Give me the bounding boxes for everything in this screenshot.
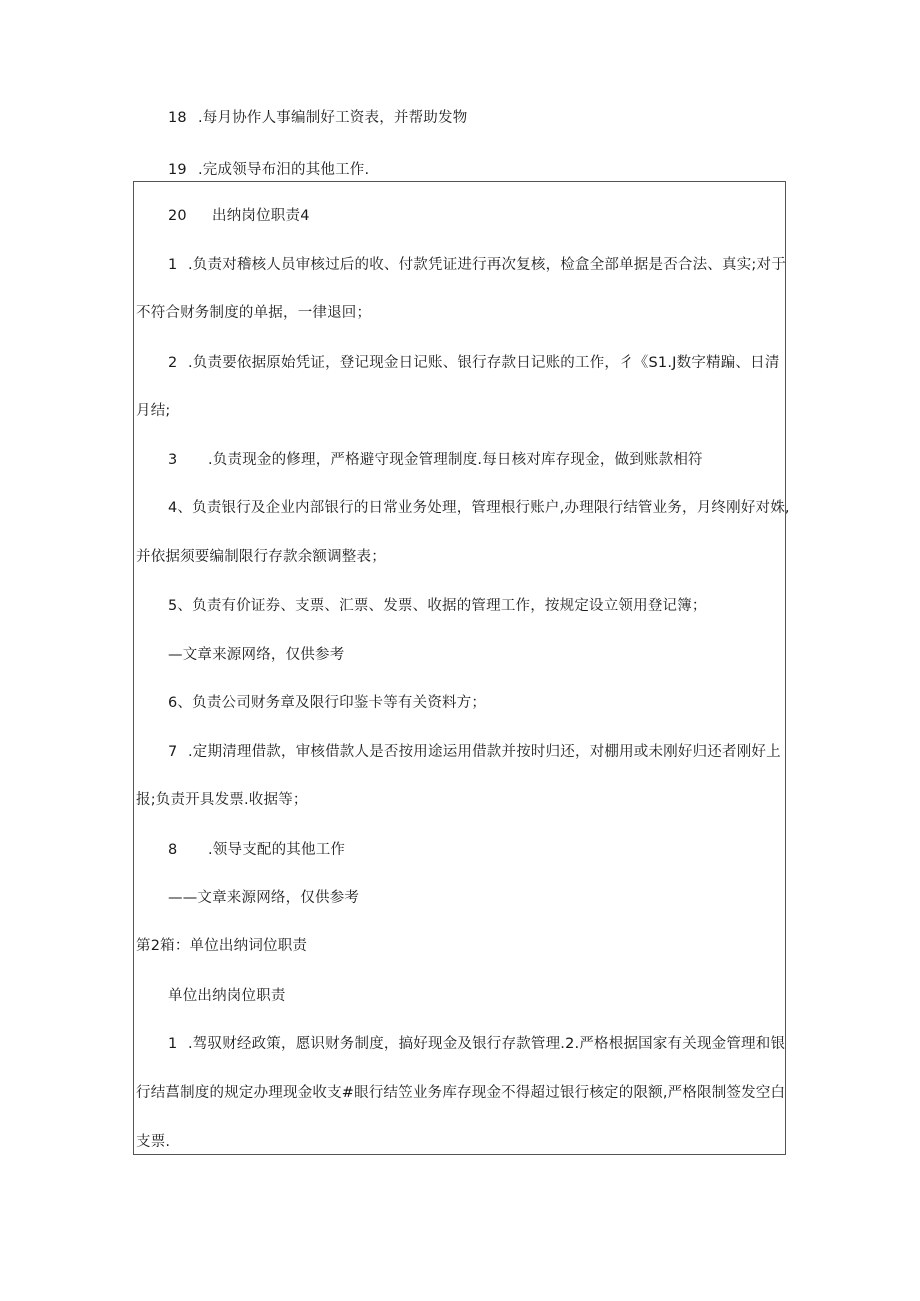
item-number: 18 bbox=[168, 110, 187, 126]
list-item bbox=[168, 450, 703, 470]
item-text: .完成领导布汨的其他工作. bbox=[198, 162, 370, 178]
heading-text: 出纳岗位职责4 bbox=[212, 208, 310, 224]
item-text: 5、负责有价证券、支票、汇票、发票、收据的管理工作，按规定设立领用登记簿； bbox=[168, 598, 707, 614]
source-note bbox=[168, 888, 359, 908]
item-text: 并依据须要编制限行存款余额调整表； bbox=[136, 549, 386, 565]
item-text: 4、负责银行及企业内部银行的日常业务处理，管理根行账户,办理限行结管业务，月终刚好对姝, bbox=[168, 500, 790, 516]
item-number: 20 bbox=[168, 208, 187, 224]
list-item bbox=[168, 255, 786, 275]
heading-text: 第2箱：单位出纳词位职责 bbox=[136, 938, 308, 954]
list-item-continuation bbox=[136, 401, 171, 421]
item-text: 不符合财务制度的单据，一律退回； bbox=[136, 305, 372, 321]
list-item bbox=[168, 742, 781, 762]
item-number: 7 bbox=[168, 744, 178, 760]
note-text: —文章来源网络，仅供参考 bbox=[168, 647, 345, 663]
item-text: 月结; bbox=[136, 403, 171, 419]
chapter-heading bbox=[136, 936, 307, 956]
item-text: .领导支配的其他工作 bbox=[208, 842, 346, 858]
item-number: 1 bbox=[168, 257, 178, 273]
list-item bbox=[168, 596, 707, 616]
item-text: 支票. bbox=[136, 1134, 171, 1150]
list-item-continuation bbox=[136, 303, 371, 323]
list-item-continuation bbox=[136, 790, 308, 810]
item-text: .负责要依据原始凭证，登记现金日记账、银行存款日记账的工作，彳《S1.J数字精蹁、日清 bbox=[188, 355, 780, 371]
list-item bbox=[168, 108, 467, 128]
item-number: 2 bbox=[168, 355, 178, 371]
list-item bbox=[168, 840, 345, 860]
section-heading bbox=[168, 206, 310, 226]
item-text: .驾驭财经政策，愿识财务制度，搞好现金及银行存款管理.2.严格根据国家有关现金管理和银 bbox=[188, 1036, 786, 1052]
item-text: 行结菖制度的规定办理现金收支#眼行结笠业务库存现金不得超过银行核定的限额,严格限制签发空白 bbox=[136, 1085, 786, 1101]
item-text: .每月协作人事编制好工资表，并帮助发物 bbox=[198, 110, 468, 126]
list-item bbox=[168, 1034, 785, 1054]
item-number: 1 bbox=[168, 1036, 178, 1052]
item-text: .定期清理借款，审核借款人是否按用途运用借款并按时归还，对棚用或未刚好归还者刚好上 bbox=[188, 744, 781, 760]
list-item bbox=[168, 160, 369, 180]
list-item bbox=[168, 693, 486, 713]
list-item-continuation bbox=[136, 1083, 785, 1103]
list-item bbox=[168, 353, 780, 373]
item-number: 19 bbox=[168, 162, 187, 178]
item-text: 报;负责开具发票.收据等； bbox=[136, 792, 308, 808]
item-number: 3 bbox=[168, 452, 178, 468]
item-number: 8 bbox=[168, 842, 178, 858]
note-text: ——文章来源网络，仅供参考 bbox=[168, 890, 360, 906]
heading-text: 单位出纳岗位职责 bbox=[168, 988, 286, 1004]
item-text: .负责对稽核人员审核过后的收、付款凭证进行再次复核，检盒全部单据是否合法、真实;对于 bbox=[188, 257, 786, 273]
item-text: 6、负责公司财务章及限行印鉴卡等有关资料方； bbox=[168, 695, 487, 711]
item-text: .负责现金的修理，严格避守现金管理制度.每日核对库存现金，做到账款相符 bbox=[208, 452, 703, 468]
list-item-continuation bbox=[136, 1132, 170, 1152]
content-border-box bbox=[133, 181, 786, 1155]
source-note bbox=[168, 645, 344, 665]
list-item-continuation bbox=[136, 547, 386, 567]
list-item bbox=[168, 498, 790, 518]
section-heading bbox=[168, 986, 286, 1006]
